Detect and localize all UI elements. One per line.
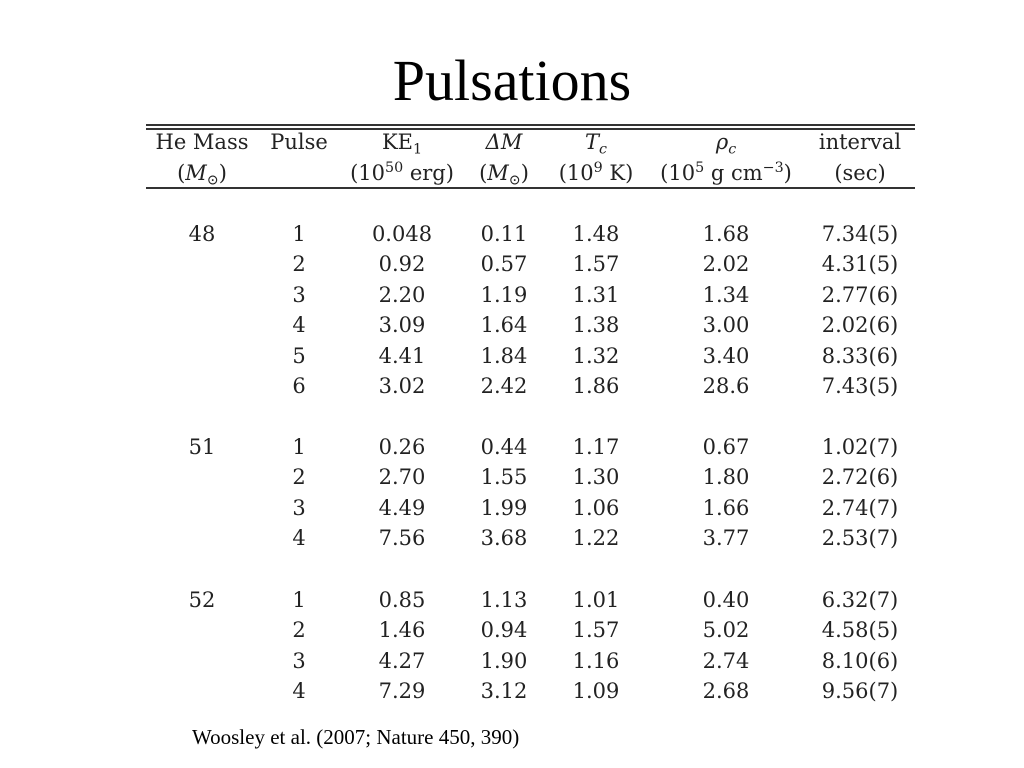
table-rule-header — [146, 187, 915, 189]
slide-title: Pulsations — [392, 48, 632, 113]
table-rule-top — [146, 124, 915, 126]
table-rule-top-double — [146, 128, 915, 130]
citation: Woosley et al. (2007; Nature 450, 390) — [192, 725, 520, 749]
